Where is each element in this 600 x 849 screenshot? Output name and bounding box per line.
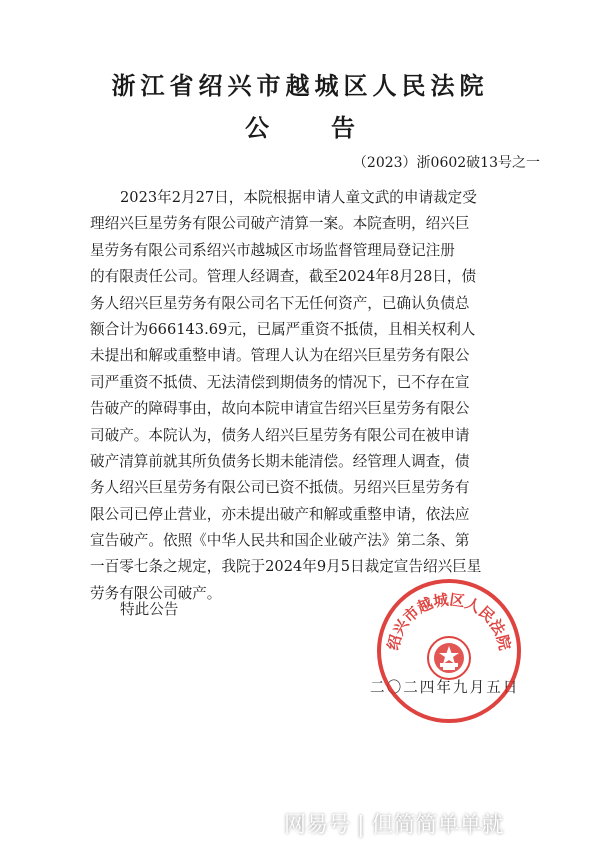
body-line: 限公司已停止营业，亦未提出破产和解或重整申请，依法应: [90, 505, 470, 523]
watermark: 网易号 | 但简简单单就: [284, 813, 504, 838]
body-line: 一百零七条之规定，我院于2024年9月5日裁定宣告绍兴巨星: [90, 558, 482, 576]
body-line: 星劳务有限公司系绍兴市越城区市场监督管理局登记注册: [90, 241, 455, 259]
body-line: 2023年2月27日，本院根据申请人童文武的申请裁定受: [120, 189, 477, 206]
national-emblem-icon: [428, 637, 470, 679]
court-name-heading: 浙江省绍兴市越城区人民法院: [111, 71, 489, 100]
body-line: 司破产。本院认为，债务人绍兴巨星劳务有限公司在被申请: [90, 426, 470, 444]
body-line: 的有限责任公司。管理人经调查，截至2024年8月28日，债: [90, 268, 477, 286]
closing-text: 特此公告: [120, 601, 179, 618]
court-seal: [374, 576, 524, 726]
notice-body: [90, 185, 522, 607]
body-line: 务人绍兴巨星劳务有限公司已资不抵债。另绍兴巨星劳务有: [90, 479, 470, 497]
case-number: （2023）浙0602破13号之一: [352, 155, 540, 171]
body-line: 破产清算前就其所负债务长期未能清偿。经管理人调查，债: [90, 452, 470, 470]
body-line: 司严重资不抵债、无法清偿到期债务的情况下，已不存在宣: [90, 373, 470, 391]
body-line: 未提出和解或重整申请。管理人认为在绍兴巨星劳务有限公: [90, 347, 470, 365]
seal-text: 绍兴市越城区人民法院: [384, 590, 514, 652]
body-line: 务人绍兴巨星劳务有限公司名下无任何资产，已确认负债总: [90, 294, 470, 312]
body-line: 告破产的障碍事由，故向本院申请宣告绍兴巨星劳务有限公: [90, 400, 470, 418]
body-line: 额合计为666143.69元，已属严重资不抵债，且相关权利人: [90, 320, 476, 338]
notice-heading: 公告: [245, 113, 417, 142]
body-line: 宣告破产。依照《中华人民共和国企业破产法》第二条、第: [90, 532, 470, 550]
issue-date: 二〇二四年九月五日: [370, 679, 520, 696]
body-line: 理绍兴巨星劳务有限公司破产清算一案。本院查明，绍兴巨: [90, 215, 470, 233]
body-line: 劳务有限公司破产。: [90, 584, 222, 602]
